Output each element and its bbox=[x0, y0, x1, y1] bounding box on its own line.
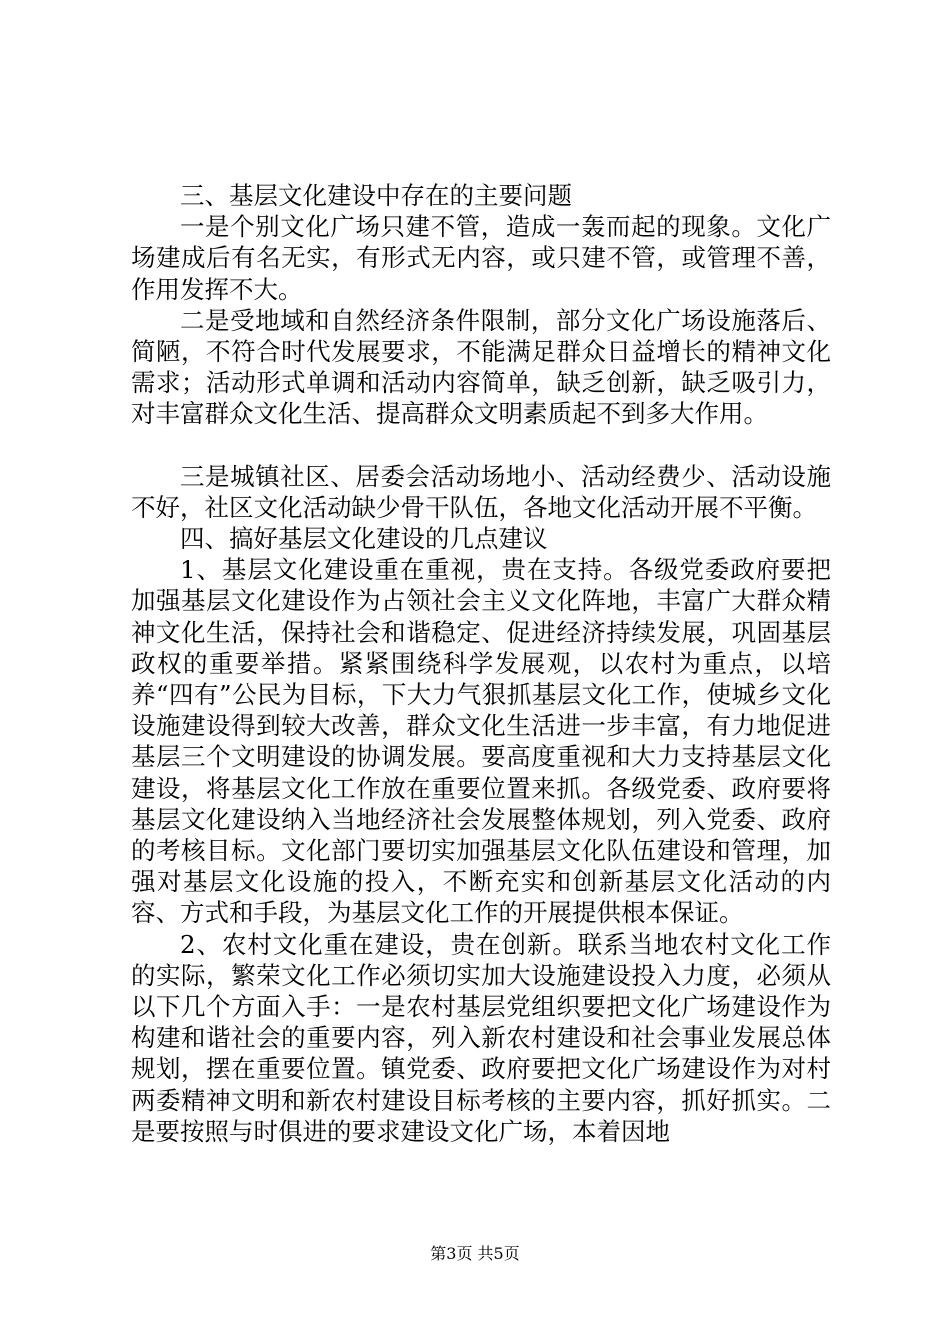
paragraph-problem-2: 二是受地域和自然经济条件限制，部分文化广场设施落后、简陋，不符合时代发展要求，不能满足群众日益增长的精神文化需求；活动形式单调和活动内容简单，缺乏创新，缺乏吸引力，对丰富群众文化生活、提高群众文明素质起不到多大作用。 bbox=[131, 305, 831, 429]
page-footer bbox=[0, 1244, 950, 1264]
document-body bbox=[131, 180, 831, 1147]
paragraph-suggestion-1: 1、基层文化建设重在重视，贵在支持。各级党委政府要把加强基层文化建设作为占领社会主义文化阵地，丰富广大群众精神文化生活，保持社会和谐稳定、促进经济持续发展，巩固基层政权的重要举措。紧紧围绕科学发展观，以农村为重点，以培养“四有”公民为目标，下大力气狠抓基层文化工作，使城乡文化设施建设得到较大改善，群众文化生活进一步丰富，有力地促进基层三个文明建设的协调发展。要高度重视和大力支持基层文化建设，将基层文化工作放在重要位置来抓。各级党委、政府要将基层文化建设纳入当地经济社会发展整体规划，列入党委、政府的考核目标。文化部门要切实加强基层文化队伍建设和管理，加强对基层文化设施的投入，不断充实和创新基层文化活动的内容、方式和手段，为基层文化工作的开展提供根本保证。 bbox=[131, 555, 831, 928]
section-heading-3: 三、基层文化建设中存在的主要问题 bbox=[180, 181, 572, 210]
paragraph-suggestion-2: 2、农村文化重在建设，贵在创新。联系当地农村文化工作的实际，繁荣文化工作必须切实加大设施建设投入力度，必须从以下几个方面入手：一是农村基层党组织要把文化广场建设作为构建和谐社会的重要内容，列入新农村建设和社会事业发展总体规划，摆在重要位置。镇党委、政府要把文化广场建设作为对村两委精神文明和新农村建设目标考核的主要内容，抓好抓实。二是要按照与时俱进的要求建设文化广场，本着因地 bbox=[131, 929, 831, 1146]
paragraph-problem-3: 三是城镇社区、居委会活动场地小、活动经费少、活动设施不好，社区文化活动缺少骨干队伍，各地文化活动开展不平衡。 bbox=[131, 461, 831, 522]
section-heading-4: 四、搞好基层文化建设的几点建议 bbox=[180, 524, 548, 554]
paragraph-problem-1: 一是个别文化广场只建不管，造成一轰而起的现象。文化广场建成后有名无实，有形式无内容，或只建不管，或管理不善，作用发挥不大。 bbox=[131, 212, 831, 304]
page-number: 第3页 共5页 bbox=[430, 1244, 520, 1263]
